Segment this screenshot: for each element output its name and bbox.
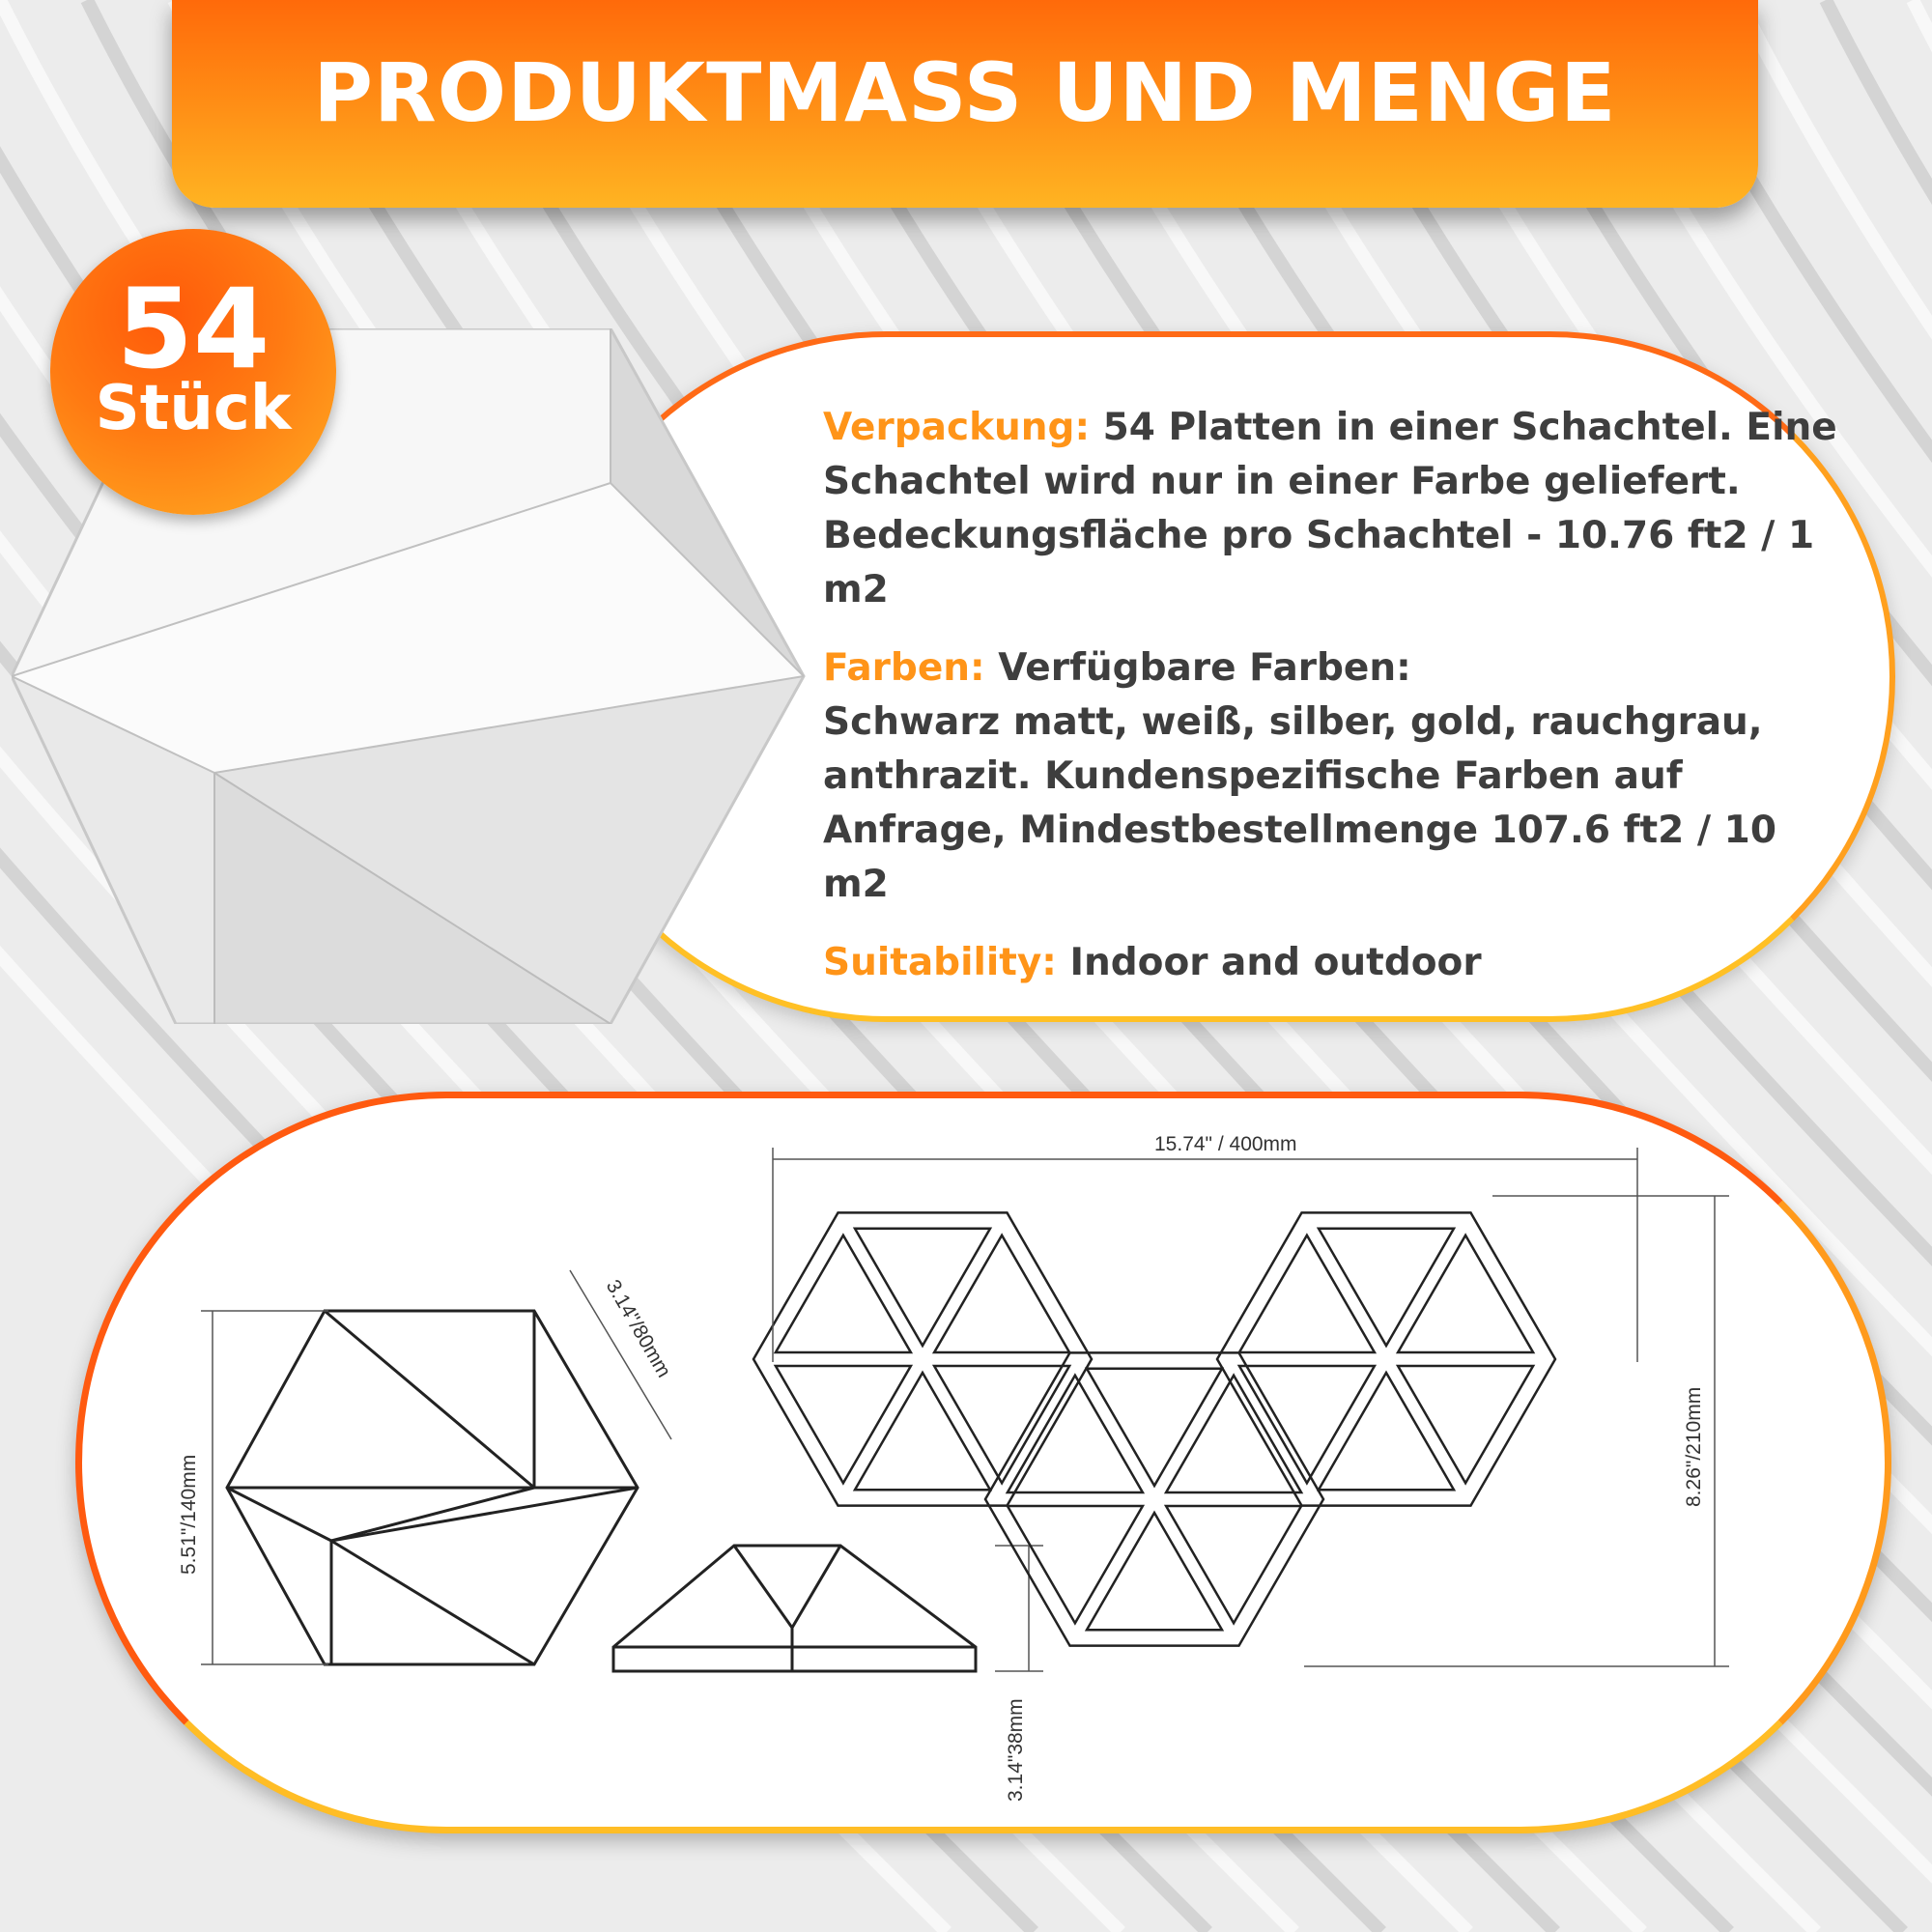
triangle-segment	[1239, 1366, 1375, 1483]
single-panel-drawing	[227, 1311, 638, 1664]
info-text	[823, 401, 1847, 1014]
triangle-segment	[1239, 1236, 1375, 1352]
depth-dimension-lines	[995, 1546, 1043, 1671]
suitability-paragraph	[823, 936, 1847, 990]
packaging-label: Verpackung:	[823, 406, 1091, 449]
triangle-segment	[1166, 1506, 1301, 1623]
triangle-segment	[1008, 1376, 1143, 1492]
triangle-segment	[934, 1366, 1069, 1483]
triangle-segment	[1319, 1229, 1454, 1346]
panel-layout-drawing	[753, 1212, 1555, 1645]
hexagon-outline	[753, 1212, 1092, 1505]
hexagon-outline	[1217, 1212, 1555, 1505]
edge-dimension: 3.14"/80mm	[601, 1276, 675, 1381]
height-dimension: 5.51"/140mm	[178, 1454, 200, 1575]
triangle-segment	[855, 1229, 990, 1346]
quantity-badge	[50, 229, 336, 515]
technical-drawing	[145, 1111, 1787, 1826]
packaging-paragraph	[823, 401, 1847, 617]
total-height-dimension: 8.26"/210mm	[1683, 1386, 1705, 1507]
colors-paragraph	[823, 641, 1847, 912]
triangle-segment	[776, 1236, 911, 1352]
triangle-segment	[1087, 1369, 1222, 1486]
triangle-segment	[1398, 1236, 1533, 1352]
triangle-segment	[1166, 1376, 1301, 1492]
badge-unit: Stück	[95, 373, 292, 444]
colors-intro: Verfügbare Farben:	[998, 646, 1411, 690]
triangle-segment	[1398, 1366, 1533, 1483]
total-width-dimension: 15.74" / 400mm	[1154, 1133, 1297, 1155]
side-profile-drawing	[613, 1546, 976, 1671]
triangle-segment	[1087, 1513, 1222, 1630]
colors-label: Farben:	[823, 646, 985, 690]
hexagon-outline	[985, 1352, 1323, 1645]
triangle-segment	[776, 1366, 911, 1483]
triangle-segment	[855, 1373, 990, 1490]
suitability-label: Suitability:	[823, 941, 1057, 984]
triangle-segment	[934, 1236, 1069, 1352]
title-banner	[172, 0, 1758, 208]
depth-dimension: 3.14"38mm	[1005, 1698, 1027, 1802]
page-title: PRODUKTMASS UND MENGE	[313, 44, 1617, 140]
packaging-text: 54 Platten in einer Schachtel. Eine Schachtel wird nur in einer Farbe geliefert. Bedeckungsfläche pro Schachtel - 10.76 ft2 / 1 m2	[823, 406, 1837, 611]
suitability-text: Indoor and outdoor	[1069, 941, 1482, 984]
triangle-segment	[1008, 1506, 1143, 1623]
badge-count: 54	[116, 265, 270, 393]
triangle-segment	[1319, 1373, 1454, 1490]
colors-list: Schwarz matt, weiß, silber, gold, rauchgrau, anthrazit. Kundenspezifische Farben auf Anfrage, Mindestbestellmenge 107.6 ft2 / 10 m2	[823, 700, 1776, 906]
